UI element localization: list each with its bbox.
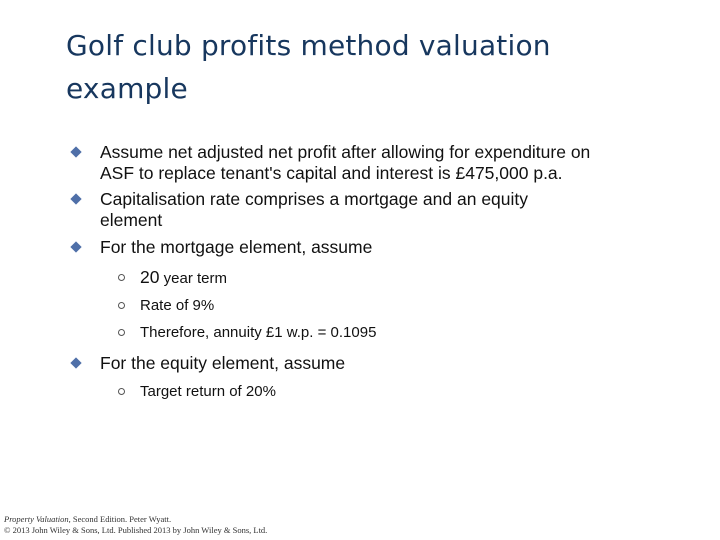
bullet-text-line: element: [100, 210, 163, 230]
hollow-circle-bullet-icon: [118, 302, 125, 309]
bullet-item: [60, 237, 680, 258]
bullet-text-line: Capitalisation rate comprises a mortgage and an equity: [100, 189, 529, 209]
bullet-text-line: For the equity element, assume: [100, 353, 346, 373]
sub-bullet-item: [60, 382, 680, 401]
hollow-circle-bullet-icon: [118, 388, 125, 395]
diamond-bullet-icon: [70, 146, 81, 157]
bullet-item-continuation: [60, 210, 680, 231]
sub-bullet-item: [60, 296, 680, 315]
sub-bullet-item: [60, 268, 680, 288]
bullet-text-line: ASF to replace tenant's capital and interest is £475,000 p.a.: [100, 163, 563, 183]
bullet-text-line: For the mortgage element, assume: [100, 237, 373, 257]
diamond-bullet-icon: [70, 357, 81, 368]
bullet-item: [60, 353, 680, 374]
footer-book-line: [4, 514, 267, 525]
bullet-item: [60, 189, 680, 210]
diamond-bullet-icon: [70, 193, 81, 204]
sub-bullet-text: Therefore, annuity £1 w.p. = 0.1095: [140, 324, 377, 341]
footer-book-edition: , Second Edition. Peter Wyatt.: [68, 514, 172, 524]
sub-bullet-number: 20: [140, 267, 160, 287]
footer-book-title: Property Valuation: [4, 514, 69, 524]
bullet-item-continuation: [60, 163, 680, 184]
diamond-bullet-icon: [70, 241, 81, 252]
slide-title: [66, 24, 666, 110]
sub-bullet-item: [60, 323, 680, 342]
hollow-circle-bullet-icon: [118, 329, 125, 336]
slide-title-line-1: Golf club profits method valuation: [66, 29, 551, 62]
copyright-footer: [4, 514, 267, 536]
bullet-item: [60, 142, 680, 163]
sub-bullet-text: Rate of 9%: [140, 297, 215, 314]
bullet-text-line: Assume net adjusted net profit after allowing for expenditure on: [100, 142, 591, 162]
bullet-list: [60, 142, 680, 401]
footer-copyright-line: © 2013 John Wiley & Sons, Ltd. Published 2013 by John Wiley & Sons, Ltd.: [4, 525, 268, 535]
slide-title-line-2: example: [66, 72, 188, 105]
sub-bullet-text: year term: [159, 270, 227, 287]
sub-bullet-text: Target return of 20%: [140, 383, 276, 400]
hollow-circle-bullet-icon: [118, 274, 125, 281]
